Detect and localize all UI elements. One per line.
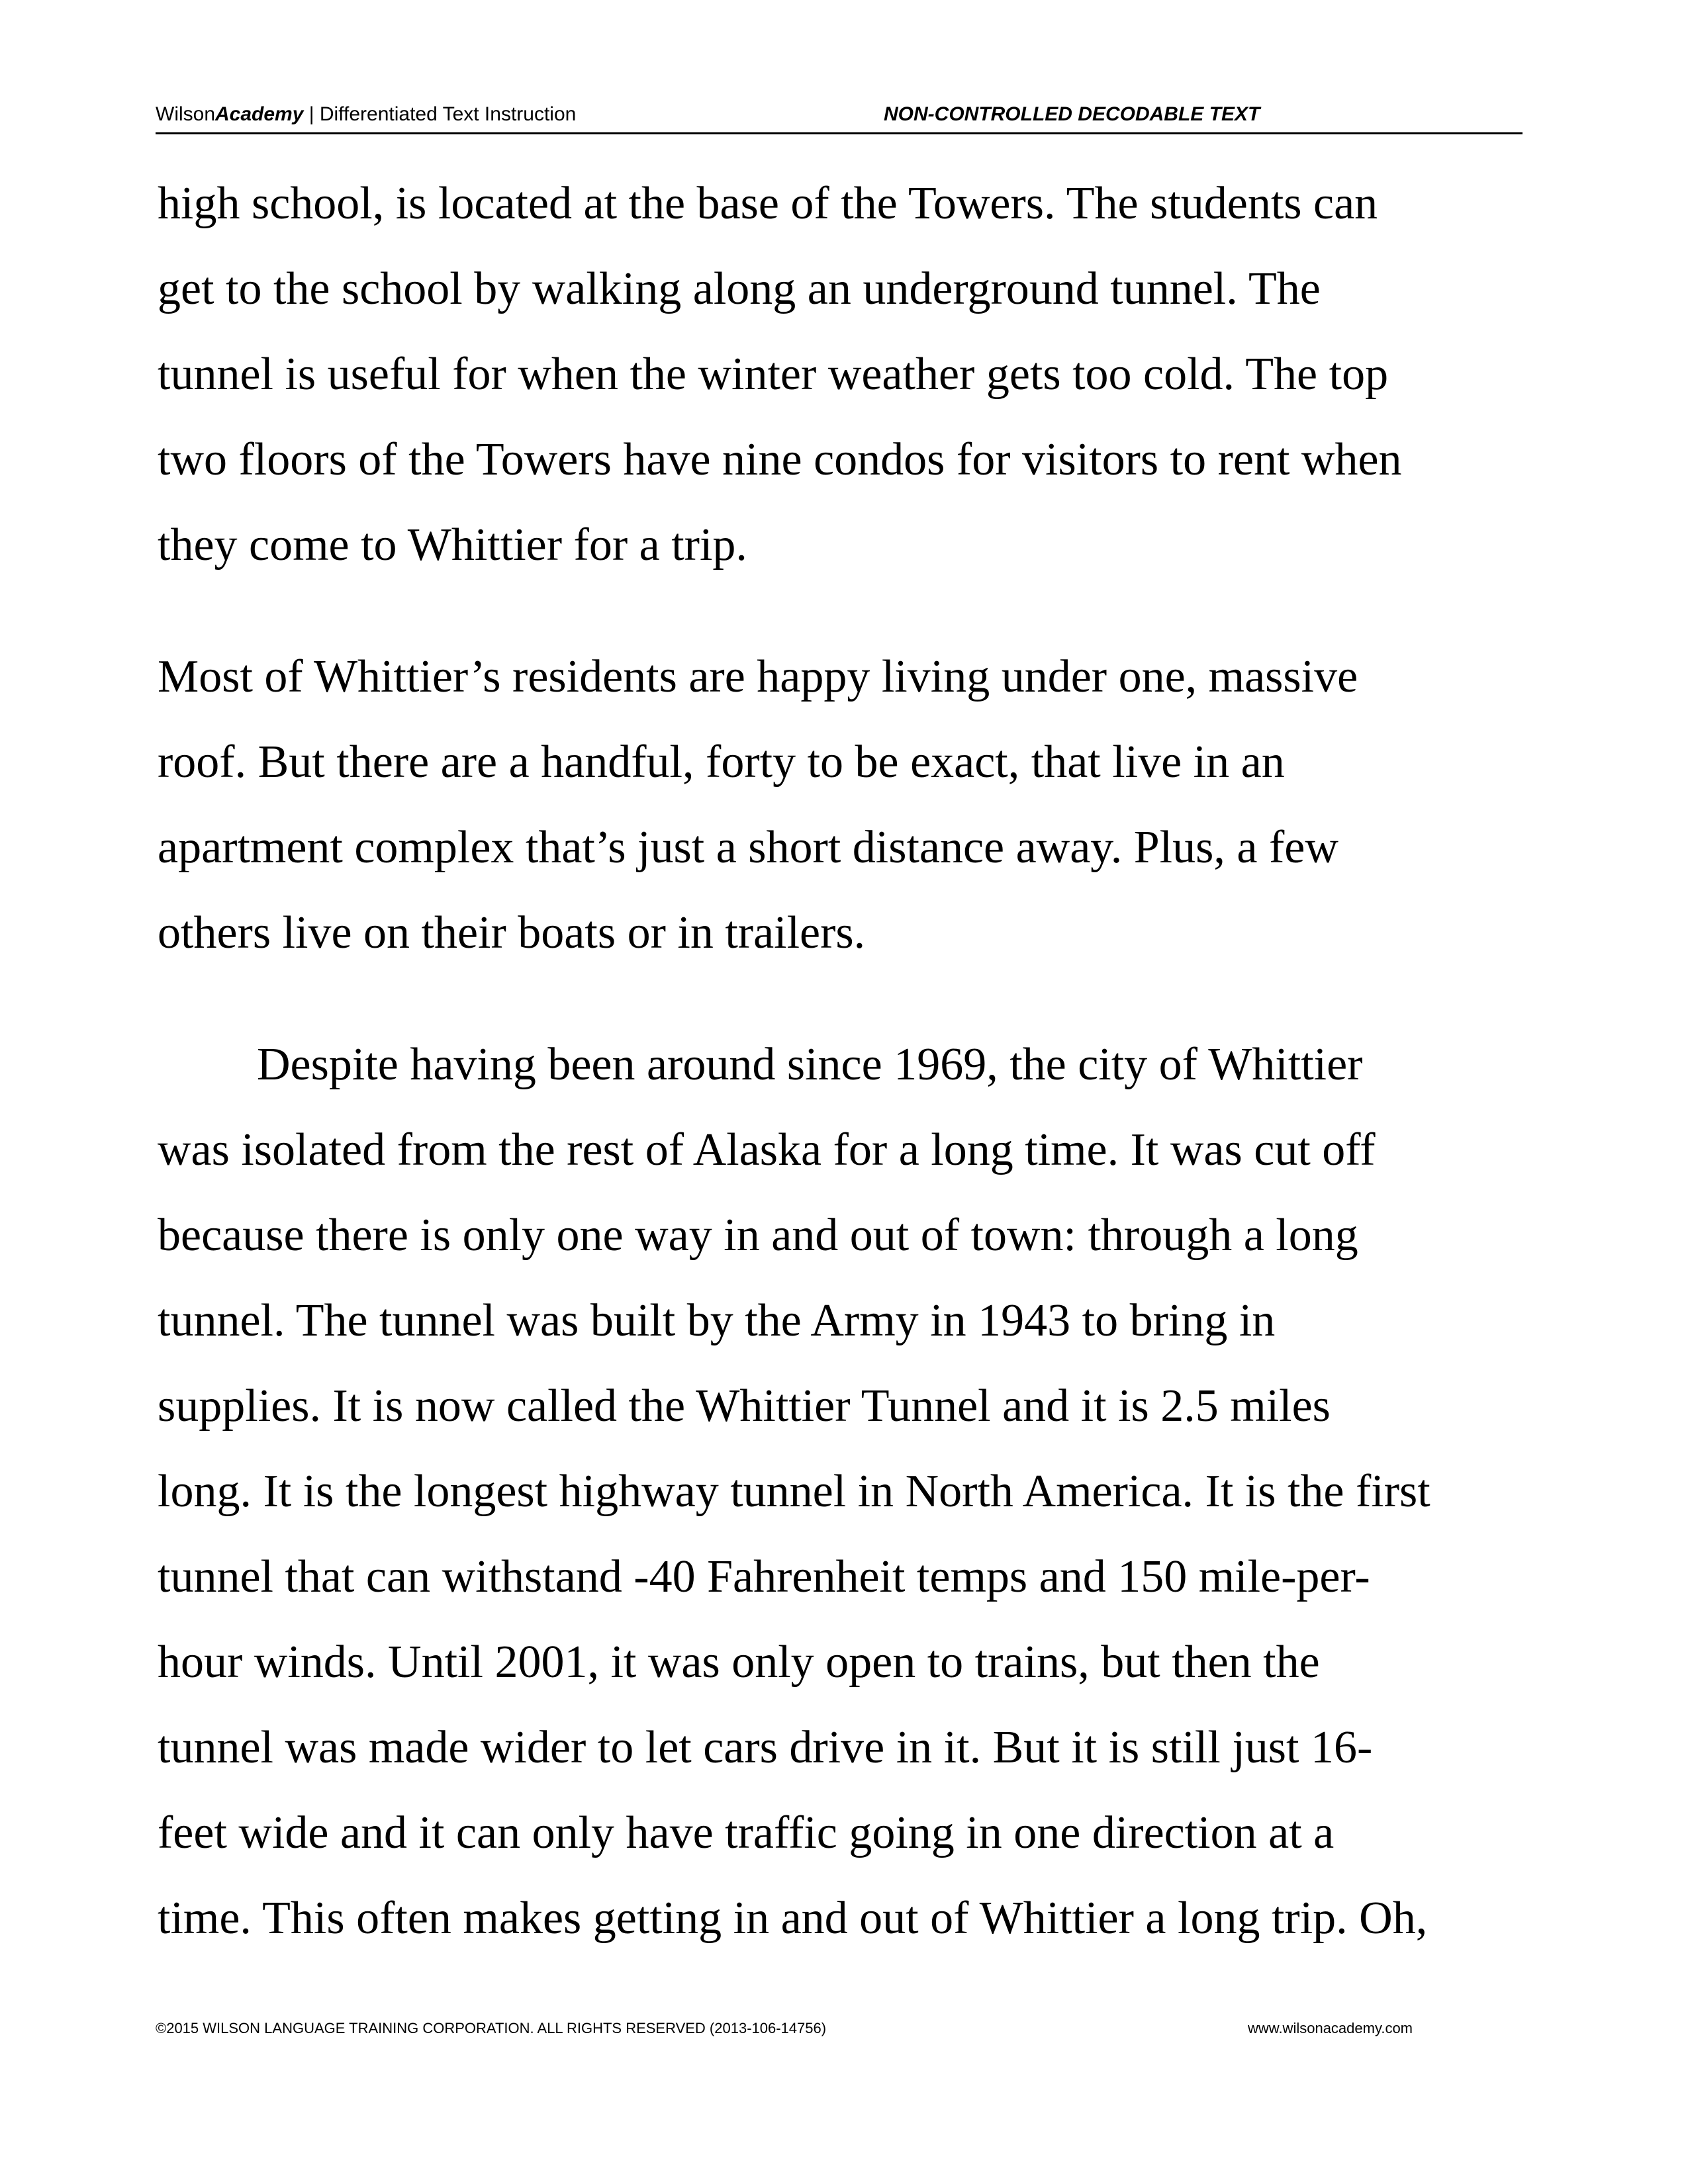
text-line: because there is only one way in and out of town: through a long xyxy=(158,1210,1358,1261)
page-footer xyxy=(156,2020,1523,2046)
brand-prefix: Wilson xyxy=(156,103,216,125)
text-line: Despite having been around since 1969, the city of Whittier xyxy=(257,1039,1363,1090)
brand-subtitle: | Differentiated Text Instruction xyxy=(303,103,577,125)
text-line: they come to Whittier for a trip. xyxy=(158,520,747,570)
paragraph-spacer xyxy=(158,976,1528,1022)
text-line: two floors of the Towers have nine condos for visitors to rent when xyxy=(158,434,1402,485)
text-line: tunnel was made wider to let cars drive in it. But it is still just 16- xyxy=(158,1722,1373,1773)
paragraph-3 xyxy=(158,1022,1528,1961)
text-line: others live on their boats or in trailers. xyxy=(158,907,866,958)
text-line: Most of Whittier’s residents are happy living under one, massive xyxy=(158,651,1358,702)
text-line: supplies. It is now called the Whittier Tunnel and it is 2.5 miles xyxy=(158,1381,1331,1432)
paragraph-1 xyxy=(158,161,1528,588)
text-line: high school, is located at the base of the Towers. The students can xyxy=(158,178,1378,229)
text-line: time. This often makes getting in and out of Whittier a long trip. Oh, xyxy=(158,1893,1428,1944)
text-line: tunnel. The tunnel was built by the Army in 1943 to bring in xyxy=(158,1295,1276,1346)
text-line: long. It is the longest highway tunnel in North America. It is the first xyxy=(158,1466,1430,1517)
website-link[interactable]: www.wilsonacademy.com xyxy=(1248,2020,1413,2036)
text-line: roof. But there are a handful, forty to be exact, that live in an xyxy=(158,737,1285,788)
brand-academy: Academy xyxy=(215,103,304,125)
page-header xyxy=(156,99,1523,134)
document-type-label: NON-CONTROLLED DECODABLE TEXT xyxy=(884,103,1260,125)
text-line: feet wide and it can only have traffic going in one direction at a xyxy=(158,1807,1335,1858)
copyright-notice: ©2015 WILSON LANGUAGE TRAINING CORPORATION. ALL RIGHTS RESERVED (2013-106-14756) xyxy=(156,2020,827,2036)
text-line: get to the school by walking along an underground tunnel. The xyxy=(158,263,1321,314)
text-line: tunnel that can withstand -40 Fahrenheit temps and 150 mile-per- xyxy=(158,1551,1370,1602)
paragraph-2 xyxy=(158,634,1528,976)
text-line: was isolated from the rest of Alaska for a long time. It was cut off xyxy=(158,1124,1376,1175)
brand-title xyxy=(156,103,576,126)
text-line: apartment complex that’s just a short distance away. Plus, a few xyxy=(158,822,1338,873)
text-line: tunnel is useful for when the winter weather gets too cold. The top xyxy=(158,349,1389,400)
paragraph-spacer xyxy=(158,588,1528,634)
text-line: hour winds. Until 2001, it was only open to trains, but then the xyxy=(158,1637,1320,1688)
reading-passage xyxy=(158,161,1528,1961)
